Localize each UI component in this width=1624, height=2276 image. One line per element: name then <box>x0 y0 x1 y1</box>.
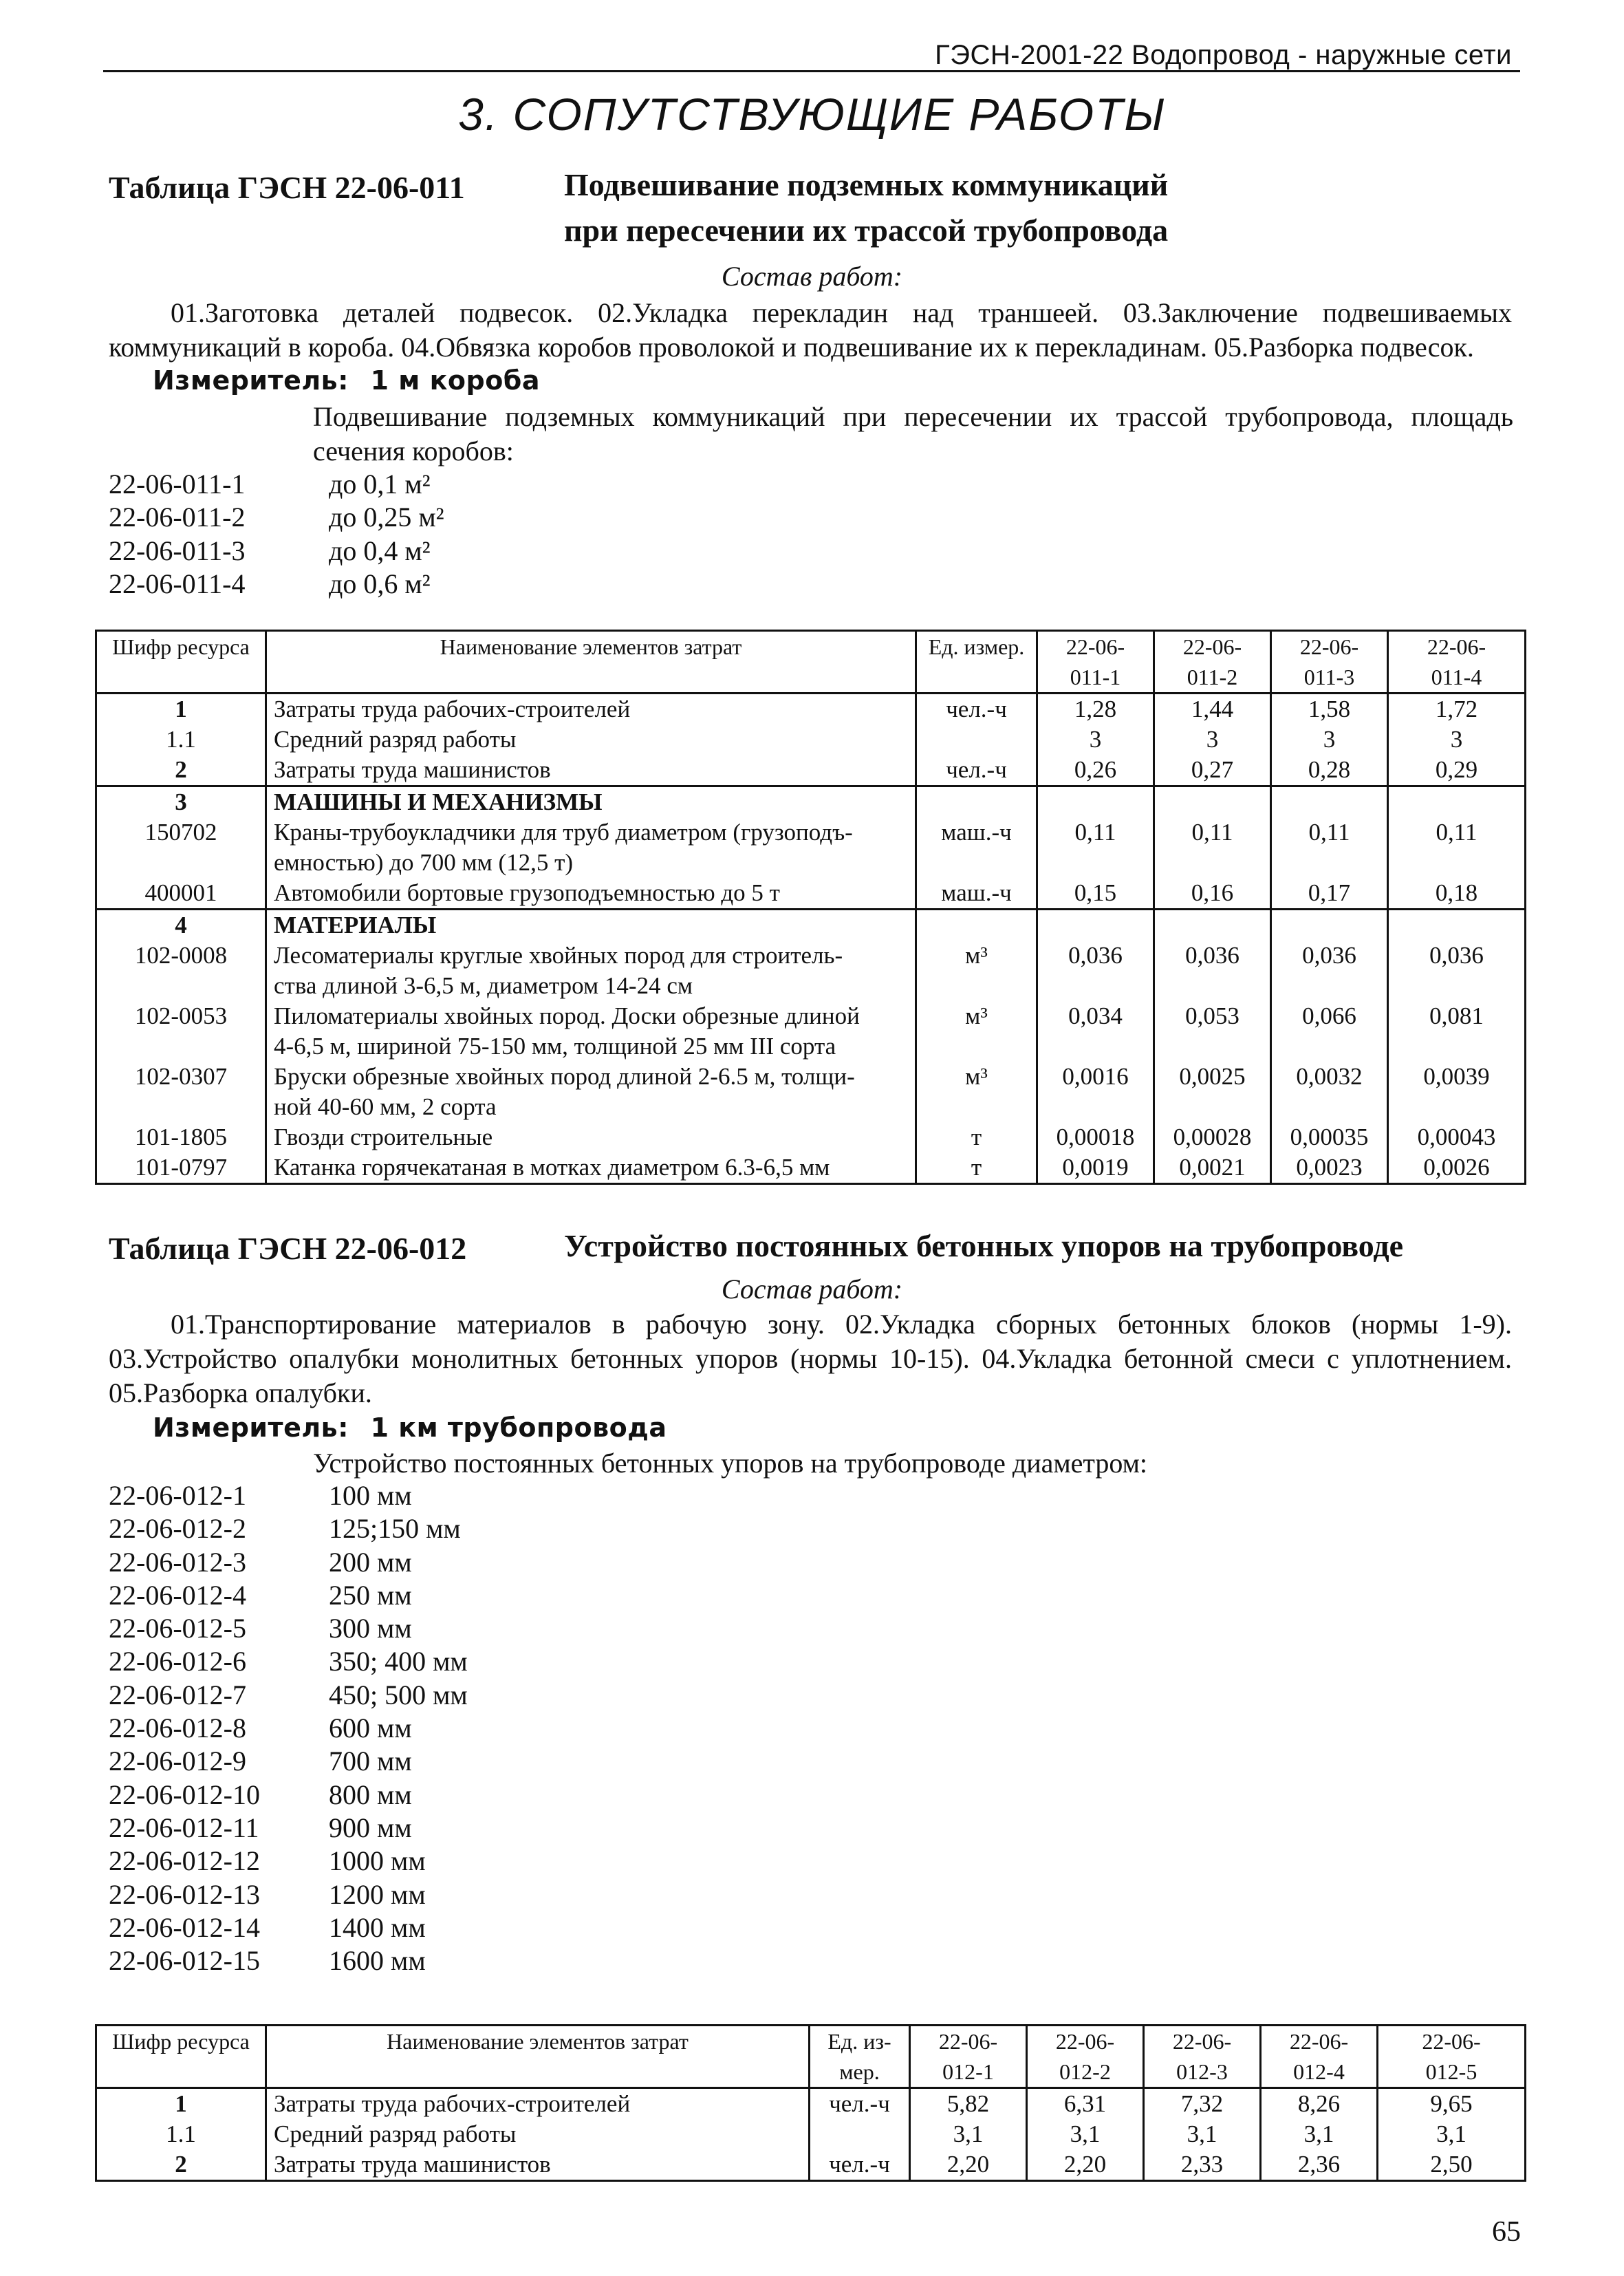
norm-code-row <box>109 468 444 501</box>
resource-code: 2 <box>96 2149 266 2181</box>
resource-name-line: Лесоматериалы круглые хвойных пород для строитель- <box>274 942 843 969</box>
norm-value: до 0,4 м² <box>329 535 431 566</box>
resource-name-line: Затраты труда машинистов <box>274 756 551 783</box>
norm-value: 3,1 <box>1027 2119 1144 2149</box>
table-title <box>564 162 1168 253</box>
resource-code: 150702 <box>96 817 266 878</box>
table-row <box>96 1062 1526 1122</box>
resource-name-line: ной 40-60 мм, 2 сорта <box>274 1093 497 1120</box>
resource-unit: маш.-ч <box>916 817 1037 878</box>
norm-value: 700 мм <box>329 1746 412 1777</box>
norm-value: 0,18 <box>1388 878 1526 910</box>
norm-value <box>1388 786 1526 818</box>
norm-code-row <box>109 1679 468 1712</box>
header-norm-line: 012-3 <box>1176 2059 1228 2084</box>
resource-table-012 <box>95 2024 1526 2182</box>
page-header <box>103 36 1520 72</box>
measure-label: Измеритель: <box>153 1413 349 1443</box>
norm-value <box>1154 786 1271 818</box>
norm-code-row <box>109 1944 468 1977</box>
header-norm-line: 011-4 <box>1431 665 1482 689</box>
resource-name-line: Автомобили бортовые грузоподъемностью до 5 т <box>274 879 780 906</box>
header-name: Наименование элементов затрат <box>266 631 916 694</box>
norm-value: 5,82 <box>910 2088 1027 2120</box>
header-norm-line: 22-06- <box>938 2029 998 2054</box>
norm-value: до 0,6 м² <box>329 568 431 599</box>
table-row <box>96 694 1526 725</box>
norm-value: 800 мм <box>329 1779 412 1810</box>
norm-code: 22-06-011-1 <box>109 469 246 500</box>
resource-unit: м³ <box>916 1001 1037 1062</box>
norm-value: 0,0021 <box>1154 1152 1271 1184</box>
norm-value: 0,0023 <box>1271 1152 1388 1184</box>
header-unit <box>810 2026 910 2088</box>
resource-unit: м³ <box>916 1062 1037 1122</box>
norm-value <box>1037 910 1154 941</box>
resource-name-line: Пиломатериалы хвойных пород. Доски обрезные длиной <box>274 1002 860 1029</box>
table-row <box>96 2119 1526 2149</box>
norm-value: до 0,25 м² <box>329 502 444 533</box>
norm-value: 0,00043 <box>1388 1122 1526 1152</box>
resource-code: 101-1805 <box>96 1122 266 1152</box>
section-title: 3. СОПУТСТВУЮЩИЕ РАБОТЫ <box>458 89 1166 140</box>
norm-value: 200 мм <box>329 1546 412 1578</box>
norm-code: 22-06-011-2 <box>109 502 246 533</box>
norm-value <box>1154 910 1271 941</box>
norm-value: 3,1 <box>910 2119 1027 2149</box>
norm-value: 0,081 <box>1388 1001 1526 1062</box>
table-row <box>96 878 1526 910</box>
norm-value: 600 мм <box>329 1713 412 1744</box>
resource-code: 102-0008 <box>96 941 266 1001</box>
header-norm-line: 012-5 <box>1425 2059 1477 2084</box>
norm-value: 1600 мм <box>329 1945 426 1977</box>
resource-name-line: Бруски обрезные хвойных пород длиной 2-6.5 м, толщи- <box>274 1063 855 1090</box>
resource-name <box>266 910 916 941</box>
norm-code: 22-06-011-3 <box>109 535 246 566</box>
resource-name <box>266 878 916 910</box>
table-row <box>96 755 1526 786</box>
table-row <box>96 1001 1526 1062</box>
header-norm-line: 22-06- <box>1289 2029 1349 2054</box>
norm-value: 0,066 <box>1271 1001 1388 1062</box>
norm-value: 100 мм <box>329 1480 412 1511</box>
header-norm-col <box>1261 2026 1378 2088</box>
norm-code-row <box>109 568 444 601</box>
resource-code: 2 <box>96 755 266 786</box>
header-code: Шифр ресурса <box>96 2026 266 2088</box>
header-norm-col <box>1154 631 1271 694</box>
resource-name <box>266 1122 916 1152</box>
norm-code: 22-06-012-11 <box>109 1812 259 1843</box>
norm-code: 22-06-012-12 <box>109 1845 260 1877</box>
resource-name-line: ства длиной 3-6,5 м, диаметром 14-24 см <box>274 972 693 999</box>
resource-code: 1 <box>96 2088 266 2120</box>
norm-value: 0,11 <box>1037 817 1154 878</box>
norm-value: 1,58 <box>1271 694 1388 725</box>
resource-code: 1.1 <box>96 2119 266 2149</box>
resource-code: 1 <box>96 694 266 725</box>
norm-code: 22-06-012-15 <box>109 1945 260 1977</box>
resource-name: Затраты труда рабочих-строителей <box>266 2088 810 2120</box>
header-norm-line: 011-3 <box>1303 665 1355 689</box>
table-row <box>96 941 1526 1001</box>
header-norm-line: 22-06- <box>1065 634 1125 659</box>
norm-value: 0,00035 <box>1271 1122 1388 1152</box>
resource-name-line: Гвозди строительные <box>274 1124 493 1150</box>
norm-value <box>1037 786 1154 818</box>
resource-name-line: емностью) до 700 мм (12,5 т) <box>274 849 574 876</box>
norm-value: 0,0026 <box>1388 1152 1526 1184</box>
resource-unit: чел.-ч <box>916 755 1037 786</box>
resource-code: 4 <box>96 910 266 941</box>
table-row <box>96 786 1526 818</box>
norm-code-list <box>109 468 444 601</box>
norm-code: 22-06-012-1 <box>109 1480 246 1511</box>
resource-unit: чел.-ч <box>810 2149 910 2181</box>
header-norm-line: 012-4 <box>1293 2059 1345 2084</box>
resource-name <box>266 786 916 818</box>
resource-name-line: 4-6,5 м, шириной 75-150 мм, толщиной 25 мм III сорта <box>274 1033 836 1060</box>
norm-code: 22-06-012-3 <box>109 1546 246 1578</box>
norm-value: 0,27 <box>1154 755 1271 786</box>
resource-code: 102-0053 <box>96 1001 266 1062</box>
norm-value: 0,0016 <box>1037 1062 1154 1122</box>
norm-description: Устройство постоянных бетонных упоров на трубопроводе диаметром: <box>313 1448 1148 1479</box>
norm-description: Подвешивание подземных коммуникаций при пересечении их трассой трубопровода, площадь сечения коробов: <box>313 401 1513 466</box>
resource-code: 400001 <box>96 878 266 910</box>
measure-value: 1 м короба <box>370 365 540 396</box>
norm-code: 22-06-012-9 <box>109 1746 246 1777</box>
norm-value: 3,1 <box>1144 2119 1261 2149</box>
norm-code: 22-06-012-14 <box>109 1911 260 1943</box>
norm-value: 0,0019 <box>1037 1152 1154 1184</box>
norm-code: 22-06-012-6 <box>109 1646 246 1677</box>
table-row <box>96 1122 1526 1152</box>
composition-heading: Состав работ: <box>721 261 903 292</box>
table-row <box>96 1152 1526 1184</box>
resource-unit: чел.-ч <box>810 2088 910 2120</box>
norm-value: 1000 мм <box>329 1845 426 1877</box>
header-code: Шифр ресурса <box>96 631 266 694</box>
header-name: Наименование элементов затрат <box>266 2026 810 2088</box>
norm-value: 300 мм <box>329 1613 412 1644</box>
resource-unit: чел.-ч <box>916 694 1037 725</box>
norm-value: 0,11 <box>1388 817 1526 878</box>
resource-name: Затраты труда машинистов <box>266 2149 810 2181</box>
table-label: Таблица ГЭСН 22-06-012 <box>109 1231 467 1266</box>
resource-name <box>266 755 916 786</box>
table-header-row <box>96 2026 1526 2088</box>
norm-value: 8,26 <box>1261 2088 1378 2120</box>
norm-value: 2,50 <box>1378 2149 1526 2181</box>
table-row <box>96 2088 1526 2120</box>
norm-value <box>1388 910 1526 941</box>
table-row <box>96 910 1526 941</box>
header-norm-col <box>1378 2026 1526 2088</box>
resource-code: 101-0797 <box>96 1152 266 1184</box>
norm-value: 0,15 <box>1037 878 1154 910</box>
norm-code-row <box>109 1812 468 1845</box>
resource-code: 102-0307 <box>96 1062 266 1122</box>
norm-value: 3,1 <box>1378 2119 1526 2149</box>
header-norm-line: 22-06- <box>1172 2029 1232 2054</box>
norm-value: 1,28 <box>1037 694 1154 725</box>
norm-value: 2,20 <box>910 2149 1027 2181</box>
header-norm-col <box>1388 631 1526 694</box>
header-norm-line: 012-2 <box>1059 2059 1111 2084</box>
composition-text: 01.Заготовка деталей подвесок. 02.Укладка перекладин над траншеей. 03.Заключение подвешиваемых коммуникаций в короба. 04.Обвязка коробов проволокой и подвешивание их к перекладинам. 05.Разборка подвесок. <box>109 297 1512 363</box>
norm-code-row <box>109 1911 468 1944</box>
norm-value: 0,00028 <box>1154 1122 1271 1152</box>
header-norm-col <box>1271 631 1388 694</box>
measure-value: 1 км трубопровода <box>370 1413 667 1443</box>
composition-heading: Состав работ: <box>721 1274 903 1305</box>
header-norm-line: 22-06- <box>1427 634 1486 659</box>
table-row <box>96 817 1526 878</box>
norm-value: 0,0032 <box>1271 1062 1388 1122</box>
norm-value: 3,1 <box>1261 2119 1378 2149</box>
norm-value: 7,32 <box>1144 2088 1261 2120</box>
norm-value: 9,65 <box>1378 2088 1526 2120</box>
norm-value: 0,28 <box>1271 755 1388 786</box>
norm-value <box>1271 786 1388 818</box>
header-norm-col <box>1027 2026 1144 2088</box>
norm-code: 22-06-012-13 <box>109 1878 260 1910</box>
table-label: Таблица ГЭСН 22-06-011 <box>109 170 465 205</box>
resource-table-011 <box>95 630 1526 1185</box>
norm-value: 125;150 мм <box>329 1513 461 1545</box>
header-norm-col <box>1144 2026 1261 2088</box>
table-row <box>96 724 1526 755</box>
resource-name <box>266 1001 916 1062</box>
norm-value: 0,036 <box>1271 941 1388 1001</box>
table-body <box>96 694 1526 1184</box>
resource-name-line: Средний разряд работы <box>274 726 517 753</box>
norm-value: 0,11 <box>1271 817 1388 878</box>
table-title: Устройство постоянных бетонных упоров на трубопроводе <box>564 1228 1404 1263</box>
norm-value: 0,0039 <box>1388 1062 1526 1122</box>
header-norm-line: 22-06- <box>1055 2029 1115 2054</box>
norm-value: 0,036 <box>1037 941 1154 1001</box>
resource-name-line: Краны-трубоукладчики для труб диаметром (грузоподъ- <box>274 819 853 846</box>
norm-value: 2,36 <box>1261 2149 1378 2181</box>
table-title-line: при пересечении их трассой трубопровода <box>564 213 1169 248</box>
norm-value: 0,034 <box>1037 1001 1154 1062</box>
header-norm-line: 22-06- <box>1182 634 1242 659</box>
norm-value: 0,11 <box>1154 817 1271 878</box>
norm-value: 3 <box>1388 724 1526 755</box>
resource-name <box>266 817 916 878</box>
norm-value: 350; 400 мм <box>329 1646 468 1677</box>
norm-value: 250 мм <box>329 1579 412 1611</box>
norm-value: 450; 500 мм <box>329 1679 468 1710</box>
norm-code-row <box>109 1712 468 1745</box>
resource-name <box>266 1062 916 1122</box>
header-norm-line: 22-06- <box>1299 634 1359 659</box>
norm-code: 22-06-012-10 <box>109 1779 260 1810</box>
measure-line <box>153 1413 667 1443</box>
norm-value: 900 мм <box>329 1812 412 1843</box>
norm-code: 22-06-012-7 <box>109 1679 246 1710</box>
norm-code-row <box>109 1845 468 1878</box>
norm-value: 0,036 <box>1388 941 1526 1001</box>
header-norm-line: 012-1 <box>942 2059 994 2084</box>
norm-value: 1200 мм <box>329 1878 426 1910</box>
table-row <box>96 2149 1526 2181</box>
norm-value: 0,29 <box>1388 755 1526 786</box>
norm-value: 3 <box>1154 724 1271 755</box>
norm-code: 22-06-012-2 <box>109 1513 246 1545</box>
running-header: ГЭСН-2001-22 Водопровод - наружные сети <box>935 40 1512 70</box>
header-unit-line: Ед. из- <box>827 2029 891 2054</box>
norm-code: 22-06-012-8 <box>109 1713 246 1744</box>
resource-unit <box>916 910 1037 941</box>
norm-value: 3 <box>1037 724 1154 755</box>
norm-code-row <box>109 1779 468 1812</box>
header-norm-line: 22-06- <box>1422 2029 1481 2054</box>
norm-value: 0,036 <box>1154 941 1271 1001</box>
resource-code: 3 <box>96 786 266 818</box>
norm-code: 22-06-012-4 <box>109 1579 246 1611</box>
resource-unit: м³ <box>916 941 1037 1001</box>
resource-name <box>266 724 916 755</box>
norm-value: 0,053 <box>1154 1001 1271 1062</box>
norm-code-row <box>109 1612 468 1645</box>
norm-value: 1,72 <box>1388 694 1526 725</box>
resource-name-line: Катанка горячекатаная в мотках диаметром 6.3-6,5 мм <box>274 1154 830 1181</box>
resource-name: Средний разряд работы <box>266 2119 810 2149</box>
norm-code-row <box>109 535 444 568</box>
resource-unit: т <box>916 1152 1037 1184</box>
norm-code: 22-06-011-4 <box>109 568 246 599</box>
norm-value: 1400 мм <box>329 1911 426 1943</box>
norm-code-row <box>109 1745 468 1778</box>
measure-label: Измеритель: <box>153 365 349 396</box>
page-number: 65 <box>1492 2216 1521 2248</box>
resource-unit <box>916 724 1037 755</box>
resource-unit: маш.-ч <box>916 878 1037 910</box>
measure-line <box>153 365 540 396</box>
resource-name-line: Затраты труда рабочих-строителей <box>274 696 631 722</box>
norm-value: 0,0025 <box>1154 1062 1271 1122</box>
norm-code-row <box>109 1878 468 1911</box>
norm-value: 6,31 <box>1027 2088 1144 2120</box>
norm-code-row <box>109 1512 468 1545</box>
norm-value: 0,00018 <box>1037 1122 1154 1152</box>
resource-unit: т <box>916 1122 1037 1152</box>
norm-code-row <box>109 1546 468 1579</box>
header-unit: Ед. измер. <box>916 631 1037 694</box>
norm-value: 1,44 <box>1154 694 1271 725</box>
header-norm-col <box>910 2026 1027 2088</box>
norm-code-row <box>109 1479 468 1512</box>
resource-name-line: МАШИНЫ И МЕХАНИЗМЫ <box>274 788 603 815</box>
norm-code: 22-06-012-5 <box>109 1613 246 1644</box>
norm-value: 2,20 <box>1027 2149 1144 2181</box>
composition-text: 01.Транспортирование материалов в рабочую зону. 02.Укладка сборных бетонных блоков (нормы 1-9). 03.Устройство опалубки монолитных бетонных упоров (нормы 10-15). 04.Укладка бетонной смеси с уплотнением. 05.Разборка опалубки. <box>109 1309 1512 1408</box>
resource-unit <box>916 786 1037 818</box>
norm-value: до 0,1 м² <box>329 469 431 500</box>
norm-code-list <box>109 1479 468 1977</box>
norm-value: 0,17 <box>1271 878 1388 910</box>
resource-name-line: МАТЕРИАЛЫ <box>274 912 437 938</box>
resource-name <box>266 941 916 1001</box>
resource-name <box>266 1152 916 1184</box>
norm-value: 2,33 <box>1144 2149 1261 2181</box>
resource-unit <box>810 2119 910 2149</box>
norm-value <box>1271 910 1388 941</box>
header-norm-line: 011-1 <box>1070 665 1121 689</box>
norm-value: 0,26 <box>1037 755 1154 786</box>
norm-value: 0,16 <box>1154 878 1271 910</box>
norm-value: 3 <box>1271 724 1388 755</box>
table-title-line: Подвешивание подземных коммуникаций <box>564 167 1169 202</box>
table-body <box>96 2088 1526 2181</box>
resource-code: 1.1 <box>96 724 266 755</box>
resource-name <box>266 694 916 725</box>
header-unit-line: мер. <box>839 2059 880 2084</box>
table-header-row <box>96 631 1526 694</box>
header-norm-line: 011-2 <box>1187 665 1238 689</box>
norm-code-row <box>109 1579 468 1612</box>
header-norm-col <box>1037 631 1154 694</box>
norm-code-row <box>109 1645 468 1678</box>
norm-code-row <box>109 501 444 534</box>
